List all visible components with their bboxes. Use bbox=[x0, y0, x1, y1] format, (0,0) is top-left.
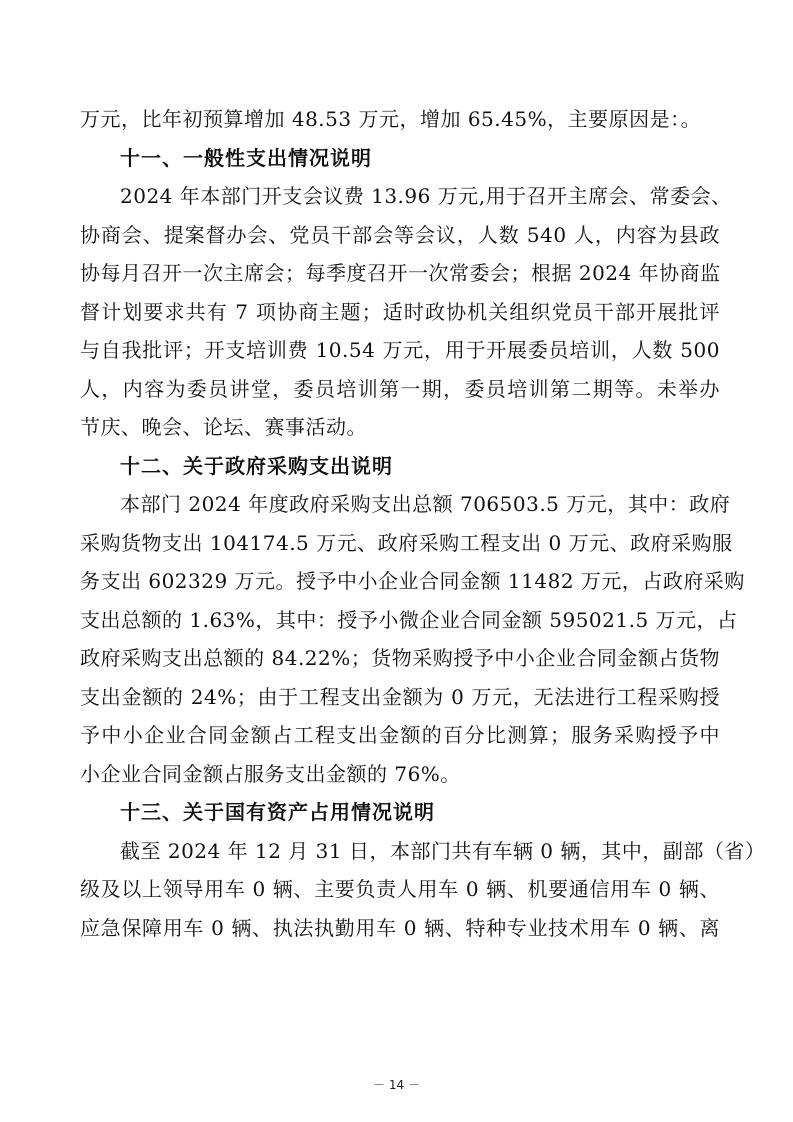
paragraph-line: 截至 2024 年 12 月 31 日，本部门共有车辆 0 辆，其中，副部（省） bbox=[120, 838, 766, 863]
paragraph-line: 督计划要求共有 7 项协商主题；适时政协机关组织党员干部开展批评 bbox=[80, 299, 720, 324]
paragraph-line: 支出总额的 1.63%，其中：授予小微企业合同金额 595021.5 万元，占 bbox=[80, 607, 738, 632]
paragraph-line: 小企业合同金额占服务支出金额的 76%。 bbox=[80, 761, 461, 786]
page-number: － 14 － bbox=[373, 1078, 420, 1092]
document-body bbox=[80, 100, 766, 947]
section-heading-general-expenditure: 十一、一般性支出情况说明 bbox=[120, 145, 372, 170]
paragraph-line: 应急保障用车 0 辆、执法执勤用车 0 辆、特种专业技术用车 0 辆、离 bbox=[80, 915, 720, 940]
paragraph-line: 予中小企业合同金额占工程支出金额的百分比测算；服务采购授予中 bbox=[80, 723, 720, 747]
paragraph-line: 节庆、晚会、论坛、赛事活动。 bbox=[80, 415, 367, 439]
section-heading-government-procurement: 十二、关于政府采购支出说明 bbox=[120, 453, 393, 478]
paragraph-line: 协每月召开一次主席会；每季度召开一次常委会；根据 2024 年协商监 bbox=[80, 261, 721, 285]
paragraph-line: 协商会、提案督办会、党员干部会等会议，人数 540 人，内容为县政 bbox=[80, 222, 720, 247]
paragraph-line: 与自我批评；开支培训费 10.54 万元，用于开展委员培训，人数 500 bbox=[80, 338, 720, 362]
paragraph-line: 务支出 602329 万元。授予中小企业合同金额 11482 万元，占政府采购 bbox=[80, 569, 745, 593]
paragraph-line: 本部门 2024 年度政府采购支出总额 706503.5 万元，其中：政府 bbox=[120, 492, 731, 516]
paragraph-line: 采购货物支出 104174.5 万元、政府采购工程支出 0 万元、政府采购服 bbox=[80, 530, 733, 555]
paragraph-line: 支出金额的 24%；由于工程支出金额为 0 万元，无法进行工程采购授 bbox=[80, 684, 720, 709]
section-heading-state-assets: 十三、关于国有资产占用情况说明 bbox=[120, 800, 435, 824]
paragraph-line: 级及以上领导用车 0 辆、主要负责人用车 0 辆、机要通信用车 0 辆、 bbox=[80, 877, 720, 901]
intro-paragraph-line: 万元，比年初预算增加 48.53 万元，增加 65.45%，主要原因是：。 bbox=[80, 107, 702, 131]
paragraph-line: 政府采购支出总额的 84.22%；货物采购授予中小企业合同金额占货物 bbox=[80, 646, 720, 670]
paragraph-line: 2024 年本部门开支会议费 13.96 万元,用于召开主席会、常委会、 bbox=[120, 184, 732, 208]
paragraph-line: 人，内容为委员讲堂，委员培训第一期，委员培训第二期等。未举办 bbox=[80, 376, 720, 401]
